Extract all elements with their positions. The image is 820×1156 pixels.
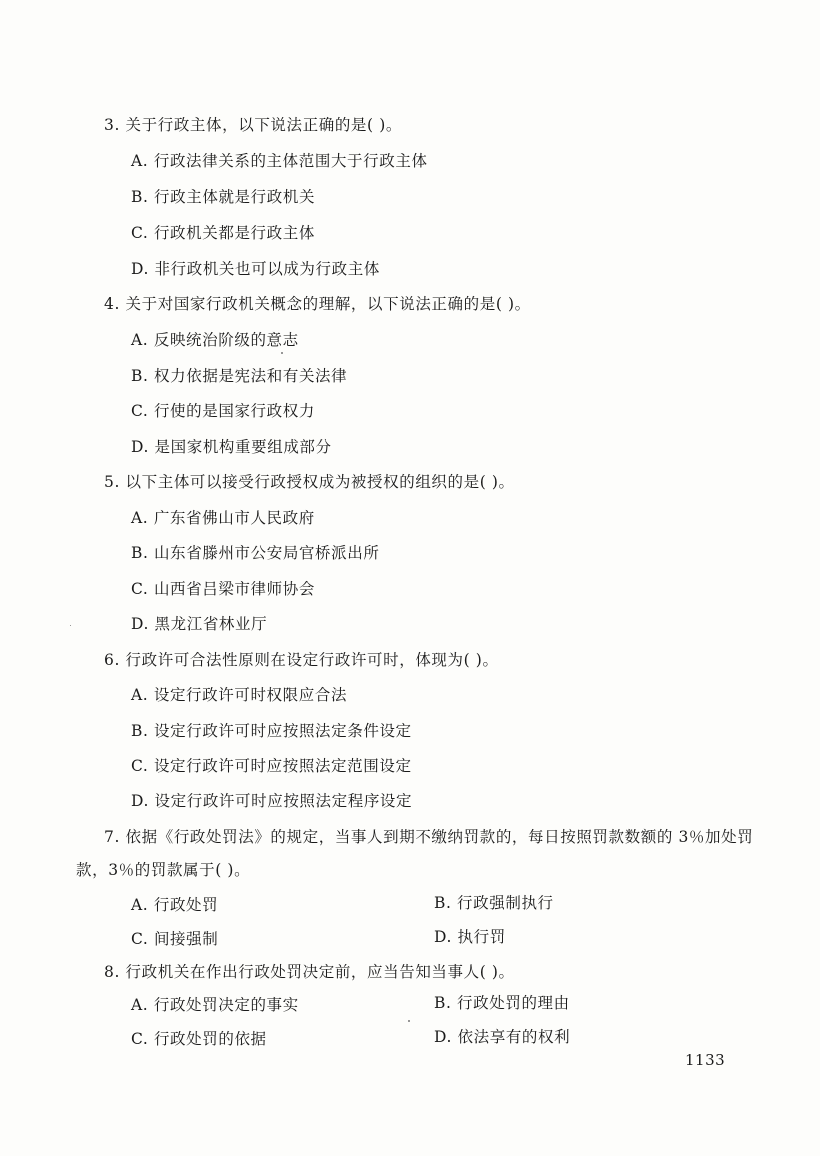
question-4-option-b: B. 权力依据是宪法和有关法律: [131, 367, 348, 385]
question-3-stem: 3. 关于行政主体，以下说法正确的是( )。: [104, 116, 402, 134]
question-8-stem: 8. 行政机关在作出行政处罚决定前，应当告知当事人( )。: [104, 963, 515, 981]
question-7-option-c: C. 间接强制: [131, 930, 219, 948]
question-7-option-d: D. 执行罚: [434, 928, 506, 946]
question-5-option-b: B. 山东省滕州市公安局官桥派出所: [131, 544, 380, 562]
question-4-option-a: A. 反映统治阶级的意志: [131, 331, 299, 349]
scan-speck: [281, 352, 283, 354]
question-5-option-c: C. 山西省吕梁市律师协会: [131, 580, 315, 598]
question-8-option-a: A. 行政处罚决定的事实: [131, 996, 299, 1014]
scan-speck: [70, 625, 71, 626]
scan-speck: [408, 1020, 410, 1022]
question-7-option-a: A. 行政处罚: [131, 896, 219, 914]
question-4-stem: 4. 关于对国家行政机关概念的理解，以下说法正确的是( )。: [104, 295, 531, 313]
question-6-option-b: B. 设定行政许可时应按照法定条件设定: [131, 722, 412, 740]
question-3-option-a: A. 行政法律关系的主体范围大于行政主体: [131, 152, 428, 170]
question-6-stem: 6. 行政许可合法性原则在设定行政许可时，体现为( )。: [104, 651, 499, 669]
page-number: 1133: [685, 1051, 726, 1069]
question-6-option-d: D. 设定行政许可时应按照法定程序设定: [131, 792, 413, 810]
question-4-option-d: D. 是国家机构重要组成部分: [131, 438, 332, 456]
question-4-option-c: C. 行使的是国家行政权力: [131, 402, 315, 420]
question-7-stem-continued: 款，3％的罚款属于( )。: [76, 861, 251, 879]
question-5-stem: 5. 以下主体可以接受行政授权成为被授权的组织的是( )。: [104, 473, 515, 491]
question-3-option-b: B. 行政主体就是行政机关: [131, 188, 316, 206]
question-8-option-b: B. 行政处罚的理由: [434, 994, 570, 1012]
question-7-option-b: B. 行政强制执行: [434, 894, 554, 912]
question-8-option-c: C. 行政处罚的依据: [131, 1030, 267, 1048]
question-5-option-a: A. 广东省佛山市人民政府: [131, 509, 315, 527]
question-6-option-a: A. 设定行政许可时权限应合法: [131, 686, 348, 704]
question-6-option-c: C. 设定行政许可时应按照法定范围设定: [131, 757, 412, 775]
question-3-option-c: C. 行政机关都是行政主体: [131, 224, 315, 242]
question-8-option-d: D. 依法享有的权利: [434, 1028, 571, 1046]
question-5-option-d: D. 黑龙江省林业厅: [131, 615, 268, 633]
question-3-option-d: D. 非行政机关也可以成为行政主体: [131, 260, 380, 278]
question-7-stem: 7. 依据《行政处罚法》的规定，当事人到期不缴纳罚款的，每日按照罚款数额的 3％加处罚: [104, 828, 754, 846]
